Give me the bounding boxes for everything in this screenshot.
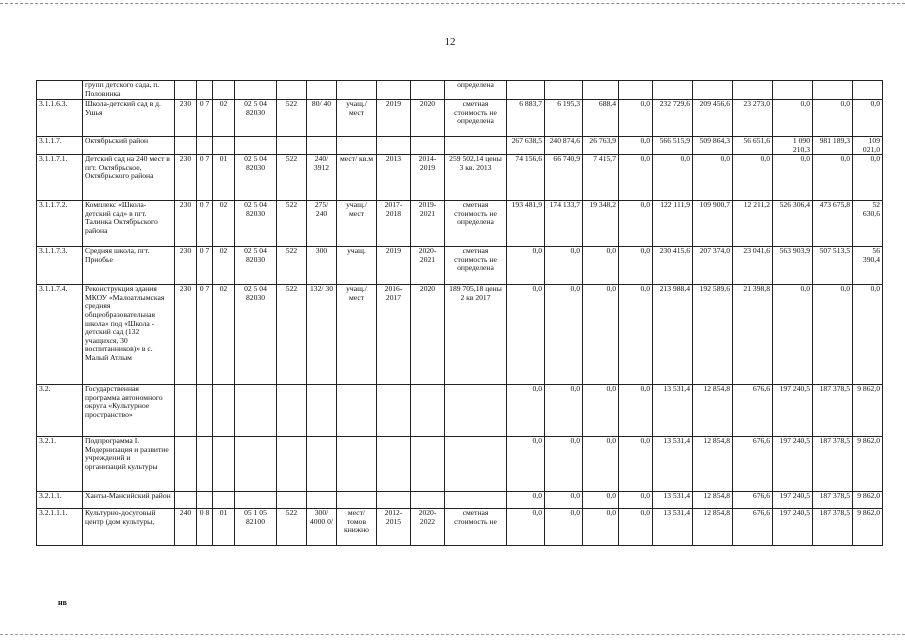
cell-value: 197 240,5 xyxy=(773,385,813,437)
cell-estimated-cost: сметная стоимость не определена xyxy=(445,100,507,137)
cell-value: 192 589,6 xyxy=(693,285,733,385)
cell-value: 56 651,6 xyxy=(733,137,773,155)
cell-unit: учащ./ мест xyxy=(337,201,377,247)
cell-section: 0 7 xyxy=(197,201,213,247)
cell-value: 230 415,6 xyxy=(653,247,693,285)
cell-target-article xyxy=(235,385,277,437)
cell-expense-type: 522 xyxy=(277,247,307,285)
cell-ministry: 240 xyxy=(175,509,197,546)
cell-unit: учащ./ мест xyxy=(337,285,377,385)
cell-expense-type xyxy=(277,437,307,492)
cell-value: 0,0 xyxy=(853,155,883,201)
cell-capacity xyxy=(307,492,337,509)
cell-section xyxy=(197,137,213,155)
table-row xyxy=(37,492,883,509)
cell-value: 21 398,8 xyxy=(733,285,773,385)
cell-code: 3.2.1.1. xyxy=(37,492,83,509)
cell-value: 566 515,9 xyxy=(653,137,693,155)
cell-value: 0,0 xyxy=(853,100,883,137)
cell-value: 0,0 xyxy=(583,492,619,509)
cell-capacity xyxy=(307,137,337,155)
cell-design-years xyxy=(377,81,411,100)
cell-value: 187 378,5 xyxy=(813,437,853,492)
cell-construction-years: 2020-2022 xyxy=(411,509,445,546)
cell-value: 13 531,4 xyxy=(653,492,693,509)
cell-value: 9 862,0 xyxy=(853,385,883,437)
cell-subsection xyxy=(213,492,235,509)
cell-code: 3.1.1.6.3. xyxy=(37,100,83,137)
cell-value: 109 021,0 xyxy=(853,137,883,155)
cell-construction-years: 2020 xyxy=(411,100,445,137)
cell-value: 207 374,0 xyxy=(693,247,733,285)
cell-value: 0,0 xyxy=(545,285,583,385)
cell-unit xyxy=(337,492,377,509)
cell-unit xyxy=(337,437,377,492)
cell-expense-type: 522 xyxy=(277,201,307,247)
cell-value: 0,0 xyxy=(619,247,653,285)
cell-target-article xyxy=(235,137,277,155)
cell-code xyxy=(37,81,83,100)
cell-target-article xyxy=(235,81,277,100)
cell-section: 0 8 xyxy=(197,509,213,546)
cell-section xyxy=(197,385,213,437)
cell-value xyxy=(619,81,653,100)
cell-value: 676,6 xyxy=(733,509,773,546)
cell-capacity: 300 xyxy=(307,247,337,285)
cell-value: 0,0 xyxy=(773,100,813,137)
cell-section xyxy=(197,437,213,492)
cell-construction-years: 2014-2019 xyxy=(411,155,445,201)
cell-section: 0 7 xyxy=(197,155,213,201)
cell-construction-years xyxy=(411,437,445,492)
cell-capacity: 300/ 4000 0/ xyxy=(307,509,337,546)
cell-value: 13 531,4 xyxy=(653,385,693,437)
cell-expense-type: 522 xyxy=(277,509,307,546)
cell-construction-years: 2019-2021 xyxy=(411,201,445,247)
cell-ministry xyxy=(175,492,197,509)
cell-value: 9 862,0 xyxy=(853,509,883,546)
cell-value xyxy=(653,81,693,100)
cell-target-article: 02 5 04 82030 xyxy=(235,155,277,201)
cell-capacity xyxy=(307,81,337,100)
cell-construction-years xyxy=(411,385,445,437)
cell-value: 187 378,5 xyxy=(813,509,853,546)
cell-value: 26 763,9 xyxy=(583,137,619,155)
cell-section: 0 7 xyxy=(197,247,213,285)
cell-subsection: 01 xyxy=(213,509,235,546)
cell-value: 0,0 xyxy=(507,492,545,509)
table-row xyxy=(37,100,883,137)
cell-estimated-cost: 259 502,14 цены 3 кв. 2013 xyxy=(445,155,507,201)
cell-value: 0,0 xyxy=(619,155,653,201)
cell-design-years xyxy=(377,492,411,509)
cell-value: 0,0 xyxy=(619,201,653,247)
cell-name: Комплекс «Школа-детский сад» в пгт. Талинка Октябрьского района xyxy=(83,201,175,247)
cell-value: 0,0 xyxy=(773,285,813,385)
cell-construction-years xyxy=(411,137,445,155)
cell-value: 56 390,4 xyxy=(853,247,883,285)
cell-value: 12 854,8 xyxy=(693,385,733,437)
cell-target-article xyxy=(235,437,277,492)
cell-value: 676,6 xyxy=(733,437,773,492)
cell-design-years: 2016-2017 xyxy=(377,285,411,385)
cell-value: 7 415,7 xyxy=(583,155,619,201)
cell-value: 676,6 xyxy=(733,385,773,437)
cell-value: 23 041,6 xyxy=(733,247,773,285)
cell-section xyxy=(197,492,213,509)
cell-value: 74 156,6 xyxy=(507,155,545,201)
cell-value: 12 211,2 xyxy=(733,201,773,247)
cell-value: 676,6 xyxy=(733,492,773,509)
cell-value: 267 638,5 xyxy=(507,137,545,155)
cell-name: групп детского сада, п. Половинка xyxy=(83,81,175,100)
table-row xyxy=(37,247,883,285)
footer-mark: нв xyxy=(58,598,67,607)
cell-ministry xyxy=(175,437,197,492)
cell-value: 209 456,6 xyxy=(693,100,733,137)
cell-code: 3.2. xyxy=(37,385,83,437)
cell-value: 197 240,5 xyxy=(773,492,813,509)
cell-expense-type: 522 xyxy=(277,100,307,137)
cell-value xyxy=(733,81,773,100)
cell-expense-type: 522 xyxy=(277,155,307,201)
cell-value: 52 630,6 xyxy=(853,201,883,247)
cell-value: 0,0 xyxy=(813,155,853,201)
cell-value: 23 273,0 xyxy=(733,100,773,137)
cell-ministry: 230 xyxy=(175,285,197,385)
cell-value: 213 988,4 xyxy=(653,285,693,385)
cell-value: 0,0 xyxy=(853,285,883,385)
cell-value xyxy=(813,81,853,100)
cell-unit xyxy=(337,81,377,100)
cell-section: 0 7 xyxy=(197,285,213,385)
cell-capacity: 132/ 30 xyxy=(307,285,337,385)
cell-capacity: 80/ 40 xyxy=(307,100,337,137)
cell-value xyxy=(583,81,619,100)
cell-value: 0,0 xyxy=(813,285,853,385)
cell-value: 109 900,7 xyxy=(693,201,733,247)
cell-value: 0,0 xyxy=(583,509,619,546)
cell-ministry xyxy=(175,385,197,437)
cell-value xyxy=(545,81,583,100)
cell-estimated-cost: 189 705,18 цены 2 кв 2017 xyxy=(445,285,507,385)
cell-value: 563 903,9 xyxy=(773,247,813,285)
cell-value: 0,0 xyxy=(619,437,653,492)
cell-value: 0,0 xyxy=(619,285,653,385)
cell-capacity: 240/ 3912 xyxy=(307,155,337,201)
table-row xyxy=(37,81,883,100)
cell-value: 6 195,3 xyxy=(545,100,583,137)
cell-estimated-cost: определена xyxy=(445,81,507,100)
cell-subsection xyxy=(213,385,235,437)
cell-expense-type xyxy=(277,385,307,437)
cell-target-article: 02 5 04 82030 xyxy=(235,100,277,137)
cell-value: 193 481,9 xyxy=(507,201,545,247)
cell-value: 981 189,3 xyxy=(813,137,853,155)
cell-ministry xyxy=(175,81,197,100)
cell-construction-years xyxy=(411,81,445,100)
cell-value: 13 531,4 xyxy=(653,509,693,546)
cell-design-years: 2019 xyxy=(377,247,411,285)
cell-value: 0,0 xyxy=(545,247,583,285)
cell-unit xyxy=(337,385,377,437)
cell-value xyxy=(853,81,883,100)
cell-design-years xyxy=(377,437,411,492)
cell-capacity xyxy=(307,437,337,492)
cell-name: Ханты-Мансийский район xyxy=(83,492,175,509)
cell-value: 0,0 xyxy=(733,155,773,201)
cell-ministry: 230 xyxy=(175,155,197,201)
cell-value: 1 090 210,3 xyxy=(773,137,813,155)
cell-value: 12 854,8 xyxy=(693,509,733,546)
cell-value: 0,0 xyxy=(773,155,813,201)
cell-value: 0,0 xyxy=(507,385,545,437)
cell-ministry: 230 xyxy=(175,247,197,285)
cell-estimated-cost xyxy=(445,137,507,155)
table-body xyxy=(37,81,883,546)
cell-subsection: 02 xyxy=(213,285,235,385)
cell-code: 3.2.1.1.1. xyxy=(37,509,83,546)
cell-unit: учащ./ мест xyxy=(337,100,377,137)
cell-value: 0,0 xyxy=(813,100,853,137)
cell-target-article: 02 5 04 82030 xyxy=(235,247,277,285)
cell-value: 688,4 xyxy=(583,100,619,137)
cell-subsection xyxy=(213,437,235,492)
cell-value: 0,0 xyxy=(653,155,693,201)
cell-unit xyxy=(337,137,377,155)
budget-table xyxy=(36,80,883,546)
cell-value xyxy=(693,81,733,100)
cell-value xyxy=(773,81,813,100)
table-row xyxy=(37,285,883,385)
cell-subsection xyxy=(213,81,235,100)
cell-subsection xyxy=(213,137,235,155)
cell-name: Реконструкция здания МКОУ «Малоатлымская средняя общеобразовательная школа» под «Школа - детский сад (132 учащихся, 30 воспитанников)» в с. Малый Атлым xyxy=(83,285,175,385)
cell-expense-type xyxy=(277,137,307,155)
cell-value: 12 854,8 xyxy=(693,437,733,492)
cell-value xyxy=(507,81,545,100)
cell-value: 19 348,2 xyxy=(583,201,619,247)
table-row xyxy=(37,509,883,546)
cell-value: 122 111,9 xyxy=(653,201,693,247)
cell-name: Детский сад на 240 мест в пгт. Октябрьское, Октябрьского района xyxy=(83,155,175,201)
scan-edge-bottom xyxy=(0,634,905,635)
cell-estimated-cost: сметная стоимость не xyxy=(445,509,507,546)
cell-unit: мест/ томов книжно xyxy=(337,509,377,546)
table-row xyxy=(37,201,883,247)
cell-expense-type xyxy=(277,81,307,100)
cell-target-article xyxy=(235,492,277,509)
cell-value: 0,0 xyxy=(507,247,545,285)
cell-value: 232 729,6 xyxy=(653,100,693,137)
cell-estimated-cost xyxy=(445,385,507,437)
table-row xyxy=(37,385,883,437)
cell-design-years: 2012-2015 xyxy=(377,509,411,546)
cell-value: 0,0 xyxy=(507,285,545,385)
cell-subsection: 01 xyxy=(213,155,235,201)
cell-design-years xyxy=(377,385,411,437)
table-row xyxy=(37,137,883,155)
cell-code: 3.1.1.7.4. xyxy=(37,285,83,385)
cell-value: 9 862,0 xyxy=(853,437,883,492)
scan-edge-top xyxy=(0,3,905,4)
cell-value: 0,0 xyxy=(545,492,583,509)
cell-capacity: 275/ 240 xyxy=(307,201,337,247)
cell-construction-years xyxy=(411,492,445,509)
cell-value: 13 531,4 xyxy=(653,437,693,492)
cell-name: Средняя школа, пгт. Приобье xyxy=(83,247,175,285)
cell-value: 197 240,5 xyxy=(773,509,813,546)
cell-value: 6 883,7 xyxy=(507,100,545,137)
cell-construction-years: 2020 xyxy=(411,285,445,385)
cell-name: Культурно-досуговый центр (дом культуры, xyxy=(83,509,175,546)
cell-value: 0,0 xyxy=(545,385,583,437)
cell-value: 12 854,8 xyxy=(693,492,733,509)
page-number: 12 xyxy=(444,36,456,48)
cell-value: 0,0 xyxy=(619,385,653,437)
cell-subsection: 02 xyxy=(213,247,235,285)
cell-value: 0,0 xyxy=(507,437,545,492)
cell-estimated-cost: сметная стоимость не определена xyxy=(445,201,507,247)
cell-value: 0,0 xyxy=(583,247,619,285)
cell-value: 507 513,5 xyxy=(813,247,853,285)
cell-design-years: 2017-2018 xyxy=(377,201,411,247)
cell-code: 3.1.1.7.3. xyxy=(37,247,83,285)
cell-value: 0,0 xyxy=(545,437,583,492)
cell-value: 0,0 xyxy=(583,385,619,437)
cell-value: 187 378,5 xyxy=(813,492,853,509)
cell-design-years: 2019 xyxy=(377,100,411,137)
cell-expense-type: 522 xyxy=(277,285,307,385)
cell-estimated-cost xyxy=(445,437,507,492)
table-row xyxy=(37,155,883,201)
cell-unit: мест/ кв.м xyxy=(337,155,377,201)
cell-code: 3.1.1.7. xyxy=(37,137,83,155)
cell-capacity xyxy=(307,385,337,437)
cell-value: 174 133,7 xyxy=(545,201,583,247)
cell-value: 0,0 xyxy=(619,137,653,155)
cell-value: 0,0 xyxy=(507,509,545,546)
cell-ministry: 230 xyxy=(175,100,197,137)
cell-name: Подпрограмма I. Модернизация и развитие учреждений и организаций культуры xyxy=(83,437,175,492)
cell-design-years xyxy=(377,137,411,155)
cell-construction-years: 2020-2021 xyxy=(411,247,445,285)
cell-value: 0,0 xyxy=(545,509,583,546)
cell-value: 9 862,0 xyxy=(853,492,883,509)
cell-target-article: 02 5 04 82030 xyxy=(235,285,277,385)
cell-estimated-cost: сметная стоимость не определена xyxy=(445,247,507,285)
cell-name: Школа-детский сад в д. Ушья xyxy=(83,100,175,137)
cell-name: Октябрьский район xyxy=(83,137,175,155)
cell-value: 66 740,9 xyxy=(545,155,583,201)
cell-ministry: 230 xyxy=(175,201,197,247)
cell-value: 187 378,5 xyxy=(813,385,853,437)
cell-expense-type xyxy=(277,492,307,509)
cell-value: 0,0 xyxy=(619,100,653,137)
cell-estimated-cost xyxy=(445,492,507,509)
cell-section: 0 7 xyxy=(197,100,213,137)
cell-design-years: 2013 xyxy=(377,155,411,201)
cell-code: 3.1.1.7.2. xyxy=(37,201,83,247)
cell-subsection: 02 xyxy=(213,100,235,137)
cell-value: 0,0 xyxy=(619,509,653,546)
cell-value: 526 306,4 xyxy=(773,201,813,247)
table-row xyxy=(37,437,883,492)
cell-code: 3.2.1. xyxy=(37,437,83,492)
cell-code: 3.1.1.7.1. xyxy=(37,155,83,201)
cell-section xyxy=(197,81,213,100)
cell-value: 240 874,6 xyxy=(545,137,583,155)
cell-target-article: 02 5 04 82030 xyxy=(235,201,277,247)
cell-ministry xyxy=(175,137,197,155)
cell-value: 473 675,8 xyxy=(813,201,853,247)
cell-unit: учащ. xyxy=(337,247,377,285)
cell-value: 0,0 xyxy=(619,492,653,509)
cell-value: 0,0 xyxy=(583,285,619,385)
cell-value: 509 864,3 xyxy=(693,137,733,155)
cell-value: 0,0 xyxy=(583,437,619,492)
cell-value: 197 240,5 xyxy=(773,437,813,492)
cell-target-article: 05 1 05 82100 xyxy=(235,509,277,546)
cell-subsection: 02 xyxy=(213,201,235,247)
cell-name: Государственная программа автономного округа «Культурное пространство» xyxy=(83,385,175,437)
cell-value: 0,0 xyxy=(693,155,733,201)
